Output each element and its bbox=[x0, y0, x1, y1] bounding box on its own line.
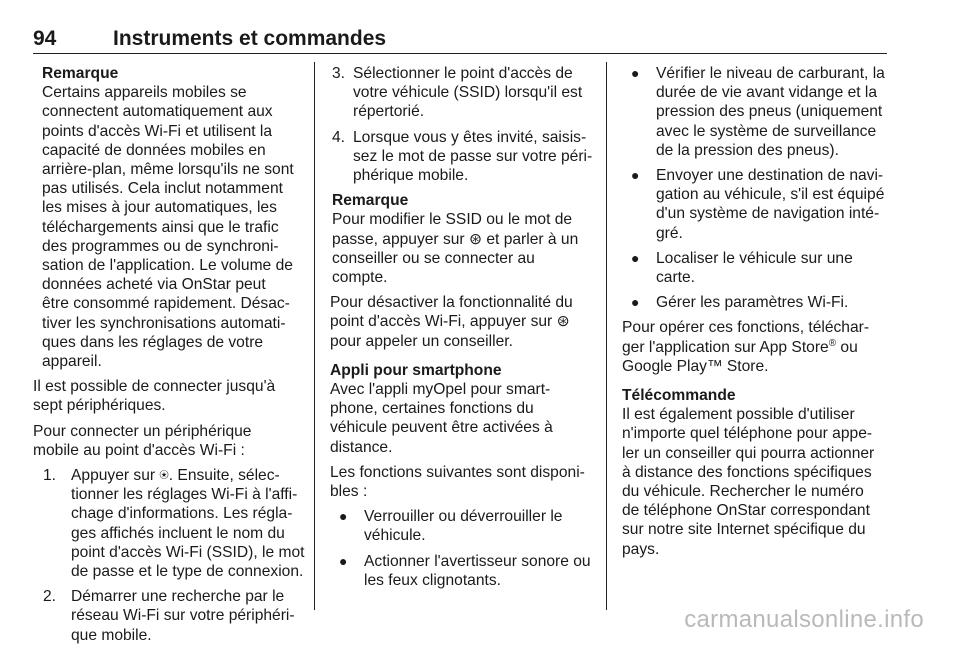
remark-box bbox=[330, 191, 596, 287]
bullet-icon: ● bbox=[631, 65, 640, 81]
page-header bbox=[33, 28, 887, 54]
bullet-icon: ● bbox=[631, 294, 640, 311]
bullet-list bbox=[330, 507, 596, 590]
watermark: carmanualsonline.info bbox=[684, 606, 924, 633]
section-heading: Appli pour smartphone bbox=[330, 361, 502, 379]
registered-mark: ® bbox=[828, 337, 837, 349]
bullet-text: Vérifier le niveau de carburant, la durée de vie avant vidange et la pression des pneus (uniquement avec le système de surveillance de la pression des pneus). bbox=[656, 65, 885, 159]
bullet-icon: ● bbox=[631, 249, 640, 266]
remark-box bbox=[33, 64, 305, 371]
section-heading: Télécommande bbox=[622, 387, 736, 405]
paragraph-text: ou Google Play™ Store. bbox=[622, 338, 858, 375]
step-number: 3. bbox=[332, 65, 346, 82]
paragraph-text: Pour opérer ces fonctions, téléchar- ger l'application sur App Store bbox=[622, 319, 870, 356]
paragraph bbox=[622, 318, 892, 376]
paragraph: Les fonctions suivantes sont disponi- bles : bbox=[330, 463, 585, 501]
column-divider-2 bbox=[606, 62, 607, 610]
list-item bbox=[332, 128, 596, 186]
column-divider-1 bbox=[314, 62, 315, 610]
column-1 bbox=[33, 64, 305, 651]
paragraph: Il est également possible d'utiliser n'importe quel téléphone pour appe- ler un conseiller qui pourra actionner à distance des fonctions spécifiques du véhicule. Rechercher le numéro de téléphone OnStar correspondant sur notre site Internet spécifique du pays. bbox=[622, 406, 875, 558]
steps-list bbox=[330, 64, 596, 185]
bullet-text: Localiser le véhicule sur une carte. bbox=[656, 249, 853, 287]
bullet-list bbox=[622, 64, 892, 312]
column-3 bbox=[622, 64, 892, 565]
step-text: Appuyer sur ⍟. Ensuite, sélec- tionner les réglages Wi-Fi à l'affi- chage d'informations. Les régla- ges affichés incluent le nom du point d'accès Wi-Fi (SSID), le mot de passe et le type de connexion. bbox=[71, 467, 305, 581]
step-text: Lorsque vous y êtes invité, saisis- sez le mot de passe sur votre péri- phérique mobile. bbox=[353, 128, 593, 185]
list-item bbox=[332, 64, 596, 122]
bullet-icon: ● bbox=[339, 508, 348, 525]
list-item bbox=[333, 507, 596, 545]
bullet-text: Gérer les paramètres Wi-Fi. bbox=[656, 294, 849, 312]
bullet-text: Actionner l'avertisseur sonore ou les feux clignotants. bbox=[364, 552, 591, 589]
bullet-icon: ● bbox=[339, 552, 348, 569]
list-item bbox=[625, 249, 892, 287]
remark-title: Remarque bbox=[42, 65, 119, 82]
step-text: Sélectionner le point d'accès de votre véhicule (SSID) lorsqu'il est répertorié. bbox=[353, 65, 583, 121]
bullet-icon: ● bbox=[631, 167, 640, 184]
list-item bbox=[625, 166, 892, 243]
remark-text: Pour modifier le SSID ou le mot de passe, appuyer sur ⊛ et parler à un conseiller ou se connecter au compte. bbox=[332, 211, 579, 287]
column-2 bbox=[330, 64, 596, 596]
list-item bbox=[625, 293, 892, 312]
page-number: 94 bbox=[33, 27, 57, 50]
bullet-text: Verrouiller ou déverrouiller le véhicule. bbox=[364, 508, 563, 545]
paragraph: Pour connecter un périphérique mobile au point d'accès Wi-Fi : bbox=[33, 422, 252, 459]
paragraph: Il est possible de connecter jusqu'à sept périphériques. bbox=[33, 378, 276, 415]
step-number: 4. bbox=[332, 128, 346, 146]
list-item bbox=[43, 587, 305, 645]
remark-title: Remarque bbox=[332, 192, 409, 210]
step-number: 1. bbox=[43, 467, 57, 485]
list-item bbox=[625, 64, 892, 160]
steps-list bbox=[33, 466, 305, 645]
step-number: 2. bbox=[43, 588, 57, 606]
page-title: Instruments et commandes bbox=[113, 27, 387, 50]
step-text: Démarrer une recherche par le réseau Wi-Fi sur votre périphéri- que mobile. bbox=[71, 588, 295, 644]
list-item bbox=[333, 552, 596, 590]
paragraph: Avec l'appli myOpel pour smart- phone, certaines fonctions du véhicule peuvent être activées à distance. bbox=[330, 381, 553, 456]
paragraph: Pour désactiver la fonctionnalité du point d'accès Wi-Fi, appuyer sur ⊛ pour appeler un conseiller. bbox=[330, 294, 573, 350]
remark-text: Certains appareils mobiles se connectent automatiquement aux points d'accès Wi-Fi et utilisent la capacité de données mobiles en arrière-plan, même lorsqu'ils ne sont pas utilisés. Cela inclut notamment les mises à jour automatiques, les téléchargements ainsi que le trafic des programmes ou de synchroni- sation de l'application. Le volume de données acheté via OnStar peut être consommé rapidement. Désac- tiver les synchronisations automati- ques dans les réglages de votre appareil. bbox=[42, 84, 294, 371]
bullet-text: Envoyer une destination de navi- gation au véhicule, s'il est équipé d'un système de navigation inté- gré. bbox=[656, 167, 885, 242]
header-rule bbox=[33, 53, 887, 54]
list-item bbox=[43, 466, 305, 581]
